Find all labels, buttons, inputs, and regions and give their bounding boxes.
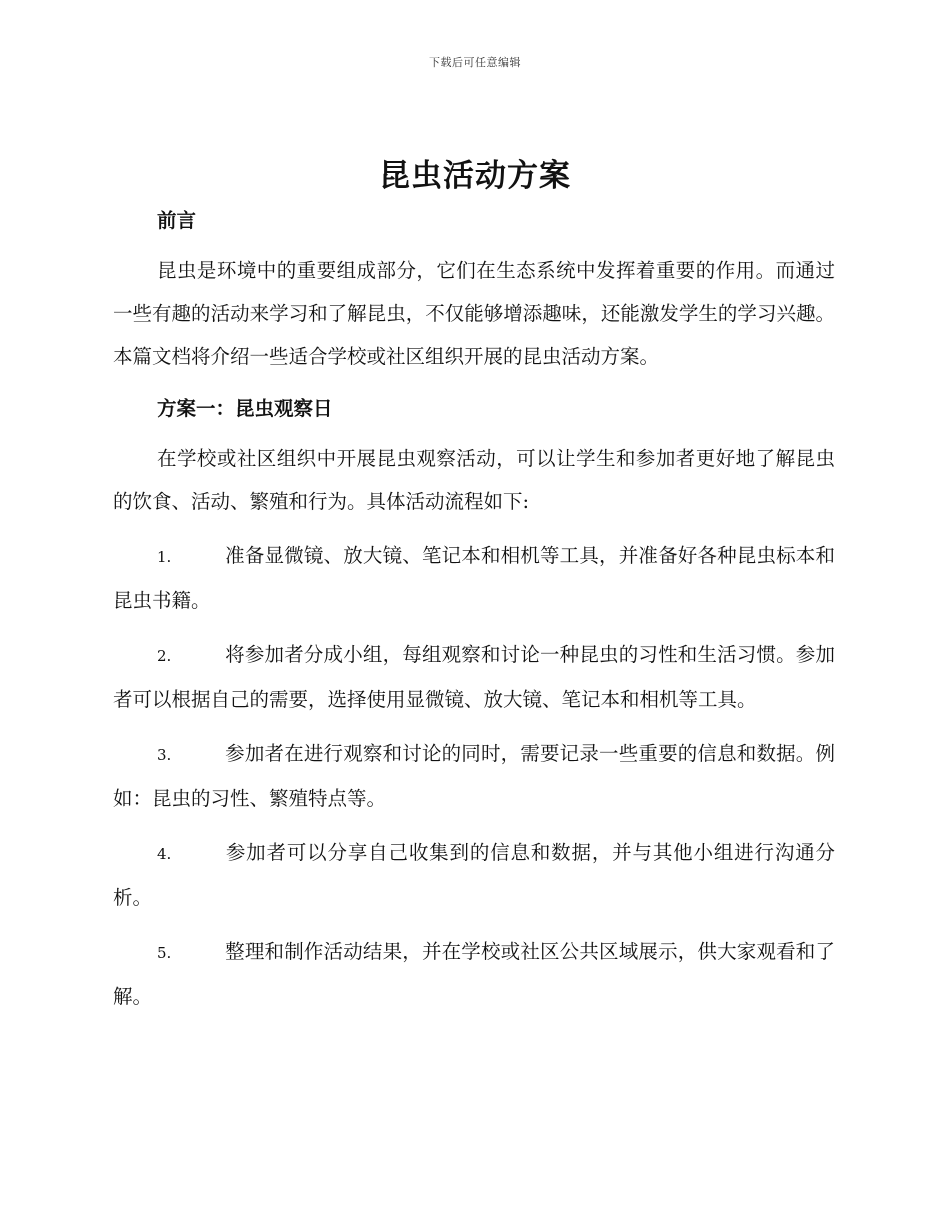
step-item-5: [113, 930, 835, 1018]
step-text: 整理和制作活动结果，并在学校或社区公共区域展示，供大家观看和了解。: [113, 940, 835, 1008]
step-text: 参加者可以分享自己收集到的信息和数据，并与其他小组进行沟通分析。: [113, 841, 835, 909]
step-item-4: [113, 831, 835, 919]
document-body: [113, 203, 835, 1018]
step-item-2: [113, 633, 835, 721]
step-number: 1.: [157, 548, 172, 566]
header-note: 下载后可任意编辑: [429, 56, 521, 69]
step-item-1: [113, 534, 835, 622]
step-text: 参加者在进行观察和讨论的同时，需要记录一些重要的信息和数据。例如：昆虫的习性、繁殖特点等。: [113, 742, 835, 810]
plan-one-paragraph: 在学校或社区组织中开展昆虫观察活动，可以让学生和参加者更好地了解昆虫的饮食、活动、繁殖和行为。具体活动流程如下:: [113, 447, 835, 513]
section-heading-plan-one: 方案一：昆虫观察日: [157, 397, 333, 420]
document-title: 昆虫活动方案: [379, 158, 571, 194]
preface-paragraph: 昆虫是环境中的重要组成部分，它们在生态系统中发挥着重要的作用。而通过一些有趣的活动来学习和了解昆虫，不仅能够增添趣味，还能激发学生的学习兴趣。本篇文档将介绍一些适合学校或社区组织开展的昆虫活动方案。: [113, 259, 835, 368]
step-number: 2.: [157, 647, 172, 665]
step-item-3: [113, 732, 835, 820]
section-heading-preface: 前言: [157, 209, 197, 232]
step-number: 5.: [157, 944, 172, 962]
step-number: 3.: [157, 746, 172, 764]
step-number: 4.: [157, 845, 172, 863]
step-text: 准备显微镜、放大镜、笔记本和相机等工具，并准备好各种昆虫标本和昆虫书籍。: [113, 544, 835, 612]
step-text: 将参加者分成小组，每组观察和讨论一种昆虫的习性和生活习惯。参加者可以根据自己的需要，选择使用显微镜、放大镜、笔记本和相机等工具。: [113, 643, 835, 711]
